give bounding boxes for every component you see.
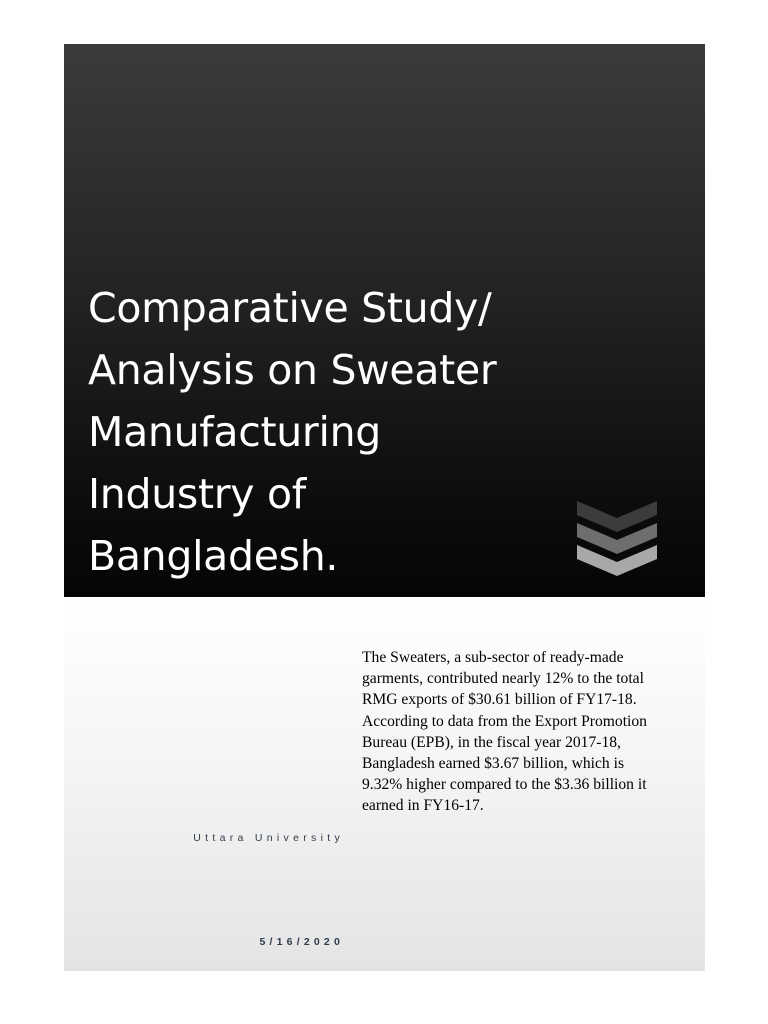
abstract-line: RMG exports of $30.61 billion of FY17-18. xyxy=(362,691,637,709)
title-line: Manufacturing xyxy=(88,408,381,456)
title-line: Industry of xyxy=(88,470,306,518)
abstract-line: According to data from the Export Promotion xyxy=(362,712,647,730)
abstract-line: Bangladesh earned $3.67 billion, which is xyxy=(362,755,625,773)
document-title xyxy=(88,277,558,587)
title-line: Comparative Study/ xyxy=(88,284,492,332)
chevron-top-icon xyxy=(577,501,657,532)
title-line: Analysis on Sweater xyxy=(88,346,497,394)
triple-chevron-down-icon xyxy=(577,501,657,577)
organization-name: Uttara University xyxy=(193,832,344,844)
document-date: 5/16/2020 xyxy=(259,936,344,948)
abstract-text xyxy=(362,647,698,817)
abstract-line: earned in FY16-17. xyxy=(362,797,484,815)
abstract-line: 9.32% higher compared to the $3.36 billion it xyxy=(362,776,647,794)
abstract-line: garments, contributed nearly 12% to the total xyxy=(362,670,644,688)
cover-header xyxy=(64,44,705,597)
cover-body xyxy=(64,597,705,971)
abstract-line: Bureau (EPB), in the fiscal year 2017-18, xyxy=(362,733,621,751)
title-line: Bangladesh. xyxy=(88,532,339,580)
abstract-line: The Sweaters, a sub-sector of ready-made xyxy=(362,649,624,666)
